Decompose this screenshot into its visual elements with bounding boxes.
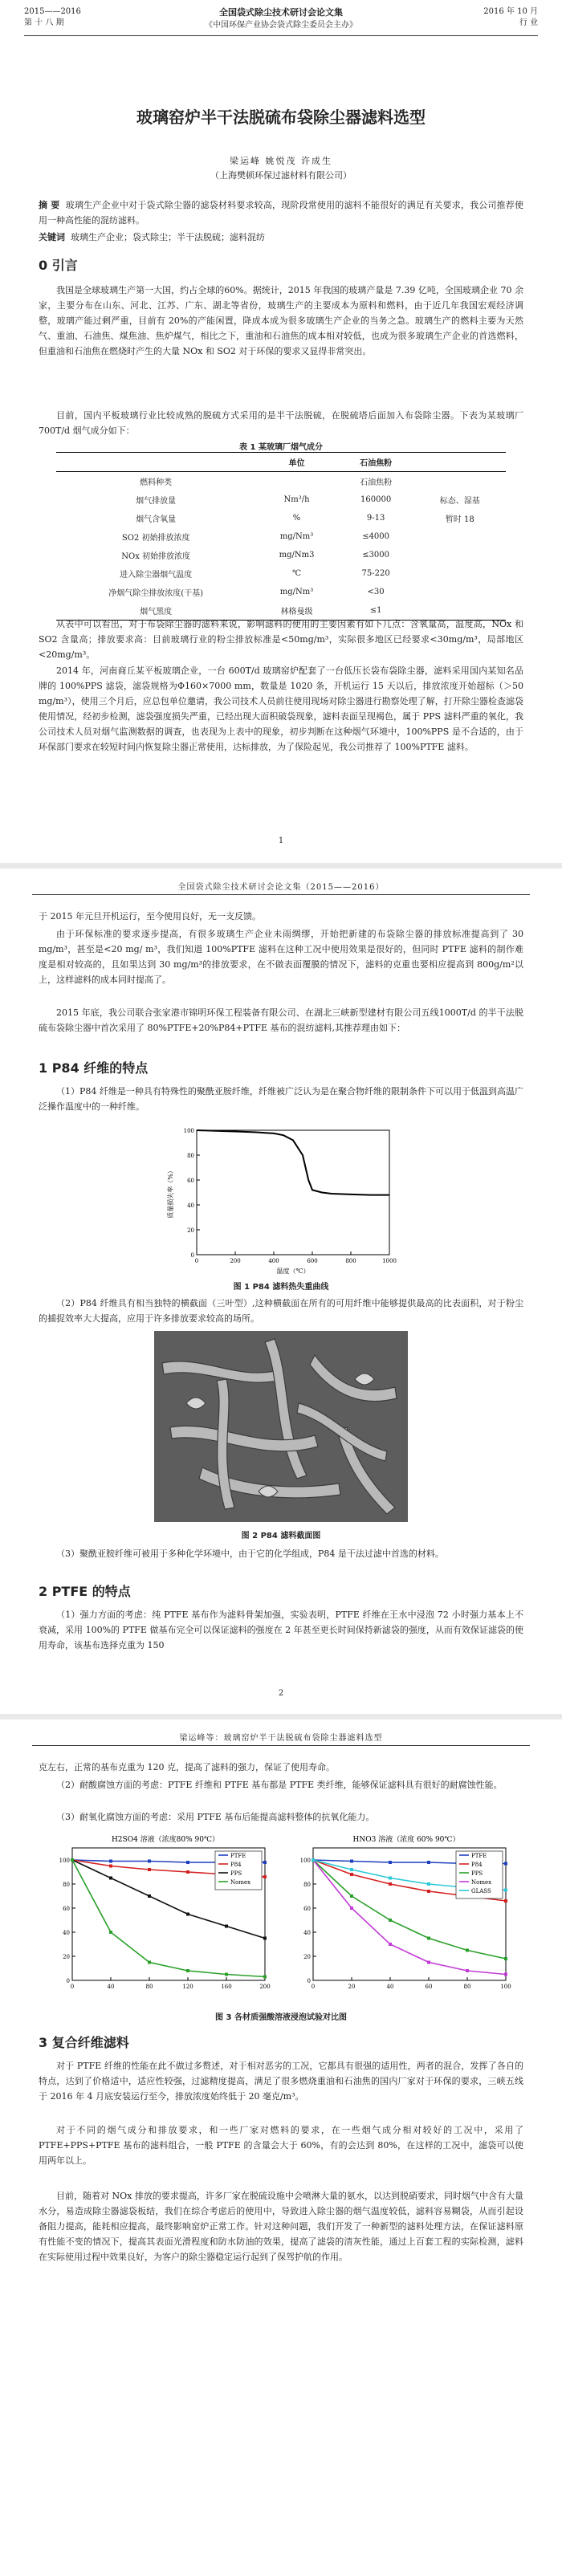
data-point bbox=[263, 1937, 267, 1940]
data-point bbox=[504, 1899, 507, 1902]
y-tick-label: 20 bbox=[303, 1954, 311, 1960]
data-point bbox=[350, 1907, 353, 1910]
data-point bbox=[350, 1868, 353, 1871]
table-cell: 烟气排放量 bbox=[136, 497, 177, 506]
legend-entry: P84 bbox=[471, 1862, 483, 1868]
running-head: 全国袋式除尘技术研讨会论文集（2015——2016） bbox=[32, 880, 530, 895]
table-cell: 9-13 bbox=[366, 514, 385, 523]
table-cell: 净烟气除尘排放浓度(干基) bbox=[108, 589, 204, 598]
keywords-text: 玻璃生产企业；袋式除尘；半干法脱硫；滤料混纺 bbox=[71, 232, 265, 242]
data-point bbox=[148, 1868, 151, 1871]
x-tick-label: 80 bbox=[463, 1984, 471, 1990]
data-point bbox=[427, 1882, 430, 1886]
table-cell bbox=[413, 527, 506, 546]
tga-y-tick-label: 100 bbox=[183, 1128, 194, 1134]
figure-3-caption: 图 3 各材质强酸溶液浸泡试验对比图 bbox=[215, 2013, 347, 2022]
table-cell bbox=[413, 583, 506, 601]
page3-paragraph-2: （2）耐酸腐蚀方面的考虑：PTFE 纤维和 PTFE 基布都是 PTFE 类纤维，能够保证滤料具有很好的耐腐蚀性能。 bbox=[56, 1780, 503, 1790]
legend-entry: Nomex bbox=[230, 1879, 251, 1886]
abstract-label: 摘 要 bbox=[39, 200, 60, 210]
page3-paragraph-1: 克左右，正常的基布克重为 120 克，提高了滤料的强力，保证了使用寿命。 bbox=[39, 1762, 335, 1772]
intro-paragraph-1: 我国是全球玻璃生产第一大国，约占全球的60%。据统计，2015 年我国的玻璃产量是 7.39 亿吨，全国玻璃企业 70 余家，主要分布在山东、河北、江苏、广东、湖北等省份，玻璃生产的主要成本为原料和燃料，由于近几年我国宏观经济调整，玻璃产能过剩严重，目前有 20%的产能闲置，降成本成为很多玻璃生产企业的当务之急。玻璃生产的燃料主要为天然气、重油、石油焦、煤焦油、焦炉煤气，相比之下，重油和石油焦的成本相对较低，也成为很多玻璃生产企业的首选燃料，但重油和石油焦在燃烧时产生的大量 NOx 和 SO2 对于环保的要求又显得非常突出。 bbox=[39, 285, 523, 356]
document-page-3 bbox=[0, 1719, 562, 2576]
legend-entry: PTFE bbox=[471, 1853, 487, 1859]
table-row bbox=[56, 472, 506, 491]
page3-paragraph-4: 对于 PTFE 纤维的性能在此不做过多赘述，对于相对恶劣的工况，它都具有很强的适用性，两者的混合，发挥了各自的特点，达到了价格适中，适应性较强，过滤精度提高，满足了很多燃烧重油和石油焦的国内厂家对于环保的要求，三峡五线于 2016 年 4 月底安装运行至今，排放浓度始终低于 20 毫克/m³。 bbox=[39, 2061, 523, 2102]
tga-curve-chart bbox=[165, 1122, 397, 1276]
tga-x-tick-label: 800 bbox=[345, 1258, 356, 1264]
document-page-1 bbox=[0, 0, 562, 863]
data-point bbox=[148, 1860, 151, 1863]
data-point bbox=[427, 1961, 430, 1964]
paper-title: 玻璃窑炉半干法脱硫布袋除尘器滤料选型 bbox=[136, 108, 426, 127]
data-point bbox=[186, 1913, 189, 1916]
table-header-cell bbox=[413, 453, 506, 472]
x-tick-label: 0 bbox=[70, 1984, 75, 1990]
table-cell bbox=[413, 564, 506, 583]
x-tick-label: 80 bbox=[145, 1984, 153, 1990]
running-head: 梁运峰等：玻璃窑炉半干法脱硫布袋除尘器滤料选型 bbox=[32, 1731, 530, 1746]
data-point bbox=[71, 1858, 74, 1862]
legend-entry: P84 bbox=[230, 1862, 242, 1868]
table-cell bbox=[255, 472, 337, 491]
table-cell: 暂时 18 bbox=[445, 515, 474, 524]
header-title: 全国袋式除尘技术研讨会论文集 bbox=[219, 7, 343, 18]
data-point bbox=[109, 1865, 112, 1868]
table-cell: ≤1 bbox=[369, 606, 382, 615]
page-number: 1 bbox=[278, 836, 284, 845]
tga-y-tick-label: 40 bbox=[187, 1203, 194, 1209]
data-point bbox=[389, 1919, 392, 1922]
keywords-label: 关键词 bbox=[39, 232, 65, 242]
legend-entry: GLASS bbox=[471, 1888, 491, 1894]
data-point bbox=[148, 1894, 151, 1898]
table-cell: mg/Nm3 bbox=[279, 551, 315, 560]
data-point bbox=[186, 1861, 189, 1864]
page2-paragraph-3: 2015 年底，我公司联合张家港市锦明环保工程装备有限公司、在湖北三峡新型建材有限公司五线1000T/d 的半干法脱硫布袋除尘器中首次采用了 80%PTFE+20%P84+PTFE 基布的混纺滤料,其推荐理由如下： bbox=[39, 1007, 523, 1033]
table-header-cell: 石油焦粉 bbox=[360, 459, 393, 468]
data-point bbox=[427, 1937, 430, 1940]
chart-a-title: H2SO4 溶液（浓度80% 90℃） bbox=[111, 1836, 220, 1844]
page3-paragraph-5: 对于不同的烟气成分和排放要求，和一些厂家对燃料的要求，在一些烟气成分相对较好的工况中，采用了 PTFE+PPS+PTFE 基布的滤料组合，一般 PTFE 的含量会大于 60%，有的会达到 80%，在这样的工况中，滤袋可以使用两年以上。 bbox=[39, 2125, 523, 2166]
table-cell: 75-220 bbox=[361, 569, 390, 578]
data-point bbox=[350, 1873, 353, 1876]
paper-affiliation: （上海樊顿环保过滤材料有限公司） bbox=[210, 170, 352, 181]
y-tick-label: 40 bbox=[303, 1930, 311, 1936]
header-date-range: 2015——2016 bbox=[24, 7, 81, 16]
data-point bbox=[312, 1858, 315, 1862]
x-tick-label: 40 bbox=[386, 1984, 394, 1990]
x-tick-label: 0 bbox=[311, 1984, 316, 1990]
y-tick-label: 60 bbox=[63, 1906, 70, 1912]
y-tick-label: 20 bbox=[63, 1954, 70, 1960]
header-section: 行 业 bbox=[519, 18, 538, 27]
data-point bbox=[427, 1861, 430, 1864]
data-point bbox=[148, 1961, 151, 1964]
data-point bbox=[389, 1943, 392, 1946]
x-tick-label: 200 bbox=[259, 1984, 271, 1990]
table-cell bbox=[413, 546, 506, 564]
y-tick-label: 80 bbox=[63, 1882, 70, 1888]
page2-paragraph-5: （2）P84 纤维具有相当独特的横截面（三叶型）,这种横截面在所有的可用纤维中能够提供最高的比表面积，对于粉尘的捕捉效率大大提高，应用于许多排放要求较高的场所。 bbox=[39, 1298, 523, 1324]
table-row bbox=[56, 509, 506, 527]
sem-micrograph bbox=[154, 1331, 408, 1522]
header-issue: 第 十 八 期 bbox=[24, 18, 64, 27]
table-cell bbox=[413, 472, 506, 491]
data-point bbox=[186, 1969, 189, 1972]
table-header-cell bbox=[56, 453, 255, 472]
table-cell: 烟气黑度 bbox=[140, 608, 173, 617]
tga-y-axis-label: 质量损失率（%） bbox=[167, 1167, 174, 1219]
table-row bbox=[56, 583, 506, 601]
data-point bbox=[389, 1877, 392, 1880]
intro-paragraph-2: 目前，国内平板玻璃行业比较成熟的脱硫方式采用的是半干法脱硫，在脱硫塔后面加入布袋除尘器。下表为某玻璃厂700T/d 烟气成分如下： bbox=[39, 410, 523, 436]
data-point bbox=[504, 1973, 507, 1976]
tga-x-tick-label: 600 bbox=[307, 1258, 318, 1264]
x-tick-label: 120 bbox=[182, 1984, 193, 1990]
data-point bbox=[109, 1931, 112, 1934]
figure-1-caption: 图 1 P84 滤料热失重曲线 bbox=[233, 1283, 329, 1292]
data-point bbox=[427, 1890, 430, 1893]
table-cell: 燃料种类 bbox=[140, 478, 173, 487]
table-cell: mg/Nm³ bbox=[279, 588, 314, 596]
h2so4-immersion-chart bbox=[45, 1832, 278, 2000]
table-cell: 标态、湿基 bbox=[439, 497, 480, 506]
data-point bbox=[504, 1957, 507, 1960]
table-cell: 石油焦粉 bbox=[360, 478, 393, 487]
x-tick-label: 160 bbox=[221, 1984, 232, 1990]
tga-y-tick-label: 60 bbox=[187, 1178, 194, 1184]
tga-y-tick-label: 0 bbox=[190, 1252, 194, 1259]
page2-paragraph-1: 于 2015 年元旦开机运行，至今使用良好，无一支反馈。 bbox=[39, 911, 261, 922]
table-cell: SO2 初始排放浓度 bbox=[121, 534, 190, 543]
table-header-cell: 单位 bbox=[288, 459, 305, 468]
page2-paragraph-7: （1）强力方面的考虑：纯 PTFE 基布作为滤料骨架加强，实验表明，PTFE 纤维在王水中浸泡 72 小时强力基本上不衰减，采用 100%的 PTFE 做基布完全可以保证滤料的强度在 2 年甚至更长时间保持新滤袋的强度，从而有效保证滤袋的使用寿命，该基布选择克重为 150 bbox=[39, 1609, 523, 1650]
table-cell: ℃ bbox=[291, 569, 302, 578]
tga-series-line bbox=[197, 1130, 389, 1195]
data-point bbox=[263, 1875, 267, 1878]
chart-b-title: HNO3 溶液（浓度 60% 90℃） bbox=[352, 1836, 460, 1844]
section-heading-intro: 0 引言 bbox=[39, 258, 78, 273]
data-point bbox=[504, 1889, 507, 1892]
data-point bbox=[186, 1870, 189, 1874]
section-heading-p84: 1 P84 纤维的特点 bbox=[39, 1060, 149, 1076]
abstract bbox=[39, 197, 523, 228]
data-point bbox=[504, 1862, 507, 1866]
data-point bbox=[350, 1894, 353, 1898]
y-tick-label: 100 bbox=[299, 1858, 311, 1864]
table-row bbox=[56, 490, 506, 509]
hno3-immersion-chart bbox=[286, 1832, 519, 2000]
table-caption: 表 1 某玻璃厂烟气成分 bbox=[239, 443, 323, 452]
page2-paragraph-2: 由于环保标准的要求逐步提高，有很多玻璃生产企业未雨绸缪，开始把新建的布袋除尘器的排放标准提高到了 30 mg/m³，甚至是<20 mg/ m³，我们知道 100%PTFE 滤料在这种工况中使用效果是很好的，但同时 PTFE 滤料的制作难度是相对较高的，且如果达到 30 mg/m³的排放要求，在不做表面覆膜的情况下，滤料的克重也要相应提高到 800g/m²以上，这样滤料的成本同时提高了。 bbox=[39, 929, 523, 985]
data-point bbox=[466, 1969, 469, 1972]
page3-paragraph-3: （3）耐氧化腐蚀方面的考虑：采用 PTFE 基布后能提高滤料整体的抗氧化能力。 bbox=[56, 1812, 375, 1822]
tga-x-tick-label: 0 bbox=[194, 1258, 199, 1264]
table-row bbox=[56, 564, 506, 583]
table-cell: % bbox=[292, 514, 301, 523]
flue-gas-table bbox=[56, 452, 506, 621]
tga-x-tick-label: 200 bbox=[230, 1258, 241, 1264]
page3-paragraph-6: 目前，随着对 NOx 排放的要求提高，许多厂家在脱硫设施中会喷淋大量的氨水，以达到脱硝要求，同时烟气中含有大量水分，易造成除尘器滤袋板结，我们在综合考虑后的使用中，导致进入除尘器的烟气温度较低，滤料容易糊袋，从而引起设备阻力提高，能耗相应提高，最终影响窑炉正常工作。针对这种问题，我们开发了一种新型的滤料处理方法，在保证滤料原有性能不变的情况下，提高其表面光滑程度和防水防油的效果，提高了滤袋的清灰性能，通过上百套工程的实际检测，滤料在实际使用过程中效果良好，为客户的除尘器稳定运行起到了保驾护航的作用。 bbox=[39, 2191, 523, 2262]
data-point bbox=[389, 1882, 392, 1886]
table-row bbox=[56, 527, 506, 546]
table-cell: 林格曼级 bbox=[280, 608, 313, 617]
header-date: 2016 年 10 月 bbox=[483, 7, 538, 16]
legend-entry: PTFE bbox=[230, 1853, 246, 1859]
section-heading-composite: 3 复合纤维滤料 bbox=[39, 2035, 129, 2050]
paper-authors: 梁运峰 姚悦茂 许成生 bbox=[230, 156, 332, 166]
abstract-text: 玻璃生产企业中对于袋式除尘器的滤袋材料要求较高，现阶段常使用的滤料不能很好的满足有关要求，我公司推荐使用一种高性能的混纺滤料。 bbox=[39, 200, 523, 226]
y-tick-label: 40 bbox=[63, 1930, 70, 1936]
y-tick-label: 0 bbox=[66, 1978, 70, 1984]
y-tick-label: 80 bbox=[303, 1882, 311, 1888]
intro-paragraph-3: 从表中可以看出，对于布袋除尘器的滤料来说，影响滤料的使用的主要因素有如下几点：含氧量高，温度高，NOx 和 SO2 含量高；排放要求高：目前玻璃行业的粉尘排放标准是<50mg/m³，实际很多地区已经要求<30mg/m³，局部地区<20mg/m³。 bbox=[39, 619, 523, 660]
y-tick-label: 60 bbox=[303, 1906, 311, 1912]
data-point bbox=[263, 1976, 267, 1979]
table-body bbox=[56, 472, 506, 621]
y-tick-label: 0 bbox=[307, 1978, 311, 1984]
y-tick-label: 100 bbox=[59, 1858, 70, 1864]
data-point bbox=[225, 1973, 228, 1976]
tga-y-tick-label: 20 bbox=[187, 1227, 194, 1234]
legend-entry: PPS bbox=[230, 1870, 242, 1877]
header-subtitle: 《中国环保产业协会袋式除尘委员会主办》 bbox=[205, 21, 357, 30]
tga-x-tick-label: 1000 bbox=[382, 1258, 397, 1264]
keywords bbox=[39, 230, 523, 245]
data-point bbox=[350, 1860, 353, 1863]
data-point bbox=[263, 1861, 267, 1864]
legend-entry: Nomex bbox=[471, 1879, 492, 1886]
page-header bbox=[24, 5, 538, 36]
x-tick-label: 20 bbox=[348, 1984, 356, 1990]
data-point bbox=[389, 1861, 392, 1864]
tga-y-tick-label: 80 bbox=[187, 1153, 194, 1159]
section-heading-ptfe: 2 PTFE 的特点 bbox=[39, 1584, 131, 1599]
table-cell: ≤4000 bbox=[362, 532, 390, 541]
table-cell: 烟气含氧量 bbox=[136, 515, 177, 524]
page2-paragraph-4: （1）P84 纤维是一种具有特殊性的聚酰亚胺纤维，纤维被广泛认为是在聚合物纤维的限制条件下可以用于低温到高温广泛操作温度中的一种纤维。 bbox=[39, 1086, 523, 1112]
x-tick-label: 40 bbox=[107, 1984, 115, 1990]
x-tick-label: 60 bbox=[425, 1984, 433, 1990]
document-page-2 bbox=[0, 869, 562, 1714]
page-number: 2 bbox=[278, 1689, 284, 1698]
x-tick-label: 100 bbox=[500, 1984, 511, 1990]
table-cell: 160000 bbox=[360, 495, 392, 504]
legend-entry: PPS bbox=[471, 1870, 483, 1877]
data-point bbox=[225, 1925, 228, 1928]
table-header-row bbox=[56, 453, 506, 472]
data-point bbox=[109, 1860, 112, 1863]
page2-paragraph-6: （3）聚酰亚胺纤维可被用于多种化学环境中，由于它的化学组成，P84 是干法过滤中首选的材料。 bbox=[56, 1548, 444, 1559]
table-cell: Nm³/h bbox=[283, 495, 310, 504]
tga-x-axis-label: 温度（℃） bbox=[276, 1268, 310, 1275]
data-point bbox=[466, 1949, 469, 1952]
data-point bbox=[109, 1877, 112, 1880]
figure-2-caption: 图 2 P84 滤料截面图 bbox=[241, 1532, 321, 1540]
table-cell: mg/Nm³ bbox=[279, 532, 314, 541]
table-cell: ≤3000 bbox=[362, 551, 390, 560]
table-cell: 进入除尘器烟气温度 bbox=[120, 571, 193, 580]
tga-x-tick-label: 400 bbox=[268, 1258, 279, 1264]
table-cell: <30 bbox=[367, 588, 385, 596]
intro-paragraph-4: 2014 年，河南商丘某平板玻璃企业，一台 600T/d 玻璃窑炉配套了一台低压长袋布袋除尘器，滤料采用国内某知名品牌的 100%PPS 滤袋，滤袋规格为Φ160×7000 mm，数量是 1020 条，开机运行 15 天以后，排放浓度开始超标（＞50 mg/m³），使用三个月后，应总包单位邀请，我公司技术人员前往使用现场对除尘器进行勘察处理了解，打开除尘器检查滤袋使用情况，经初步检测，滤袋强度损失严重，已经出现大面积破袋现象，滤料表面呈现褐色，属于 PPS 滤料严重的氧化，我公司技术人员对烟气监测数据的调查，也表现为上表中的现象，初步判断在这种烟气环境中，100%PPS 是不合适的，由于环保部门要求在较短时间内恢复除尘器正常使用，达标排放，为了保险起见，我公司推荐了 100%PTFE 滤料。 bbox=[39, 665, 523, 752]
table-row bbox=[56, 546, 506, 564]
table-cell: NOx 初始排放浓度 bbox=[121, 552, 191, 561]
